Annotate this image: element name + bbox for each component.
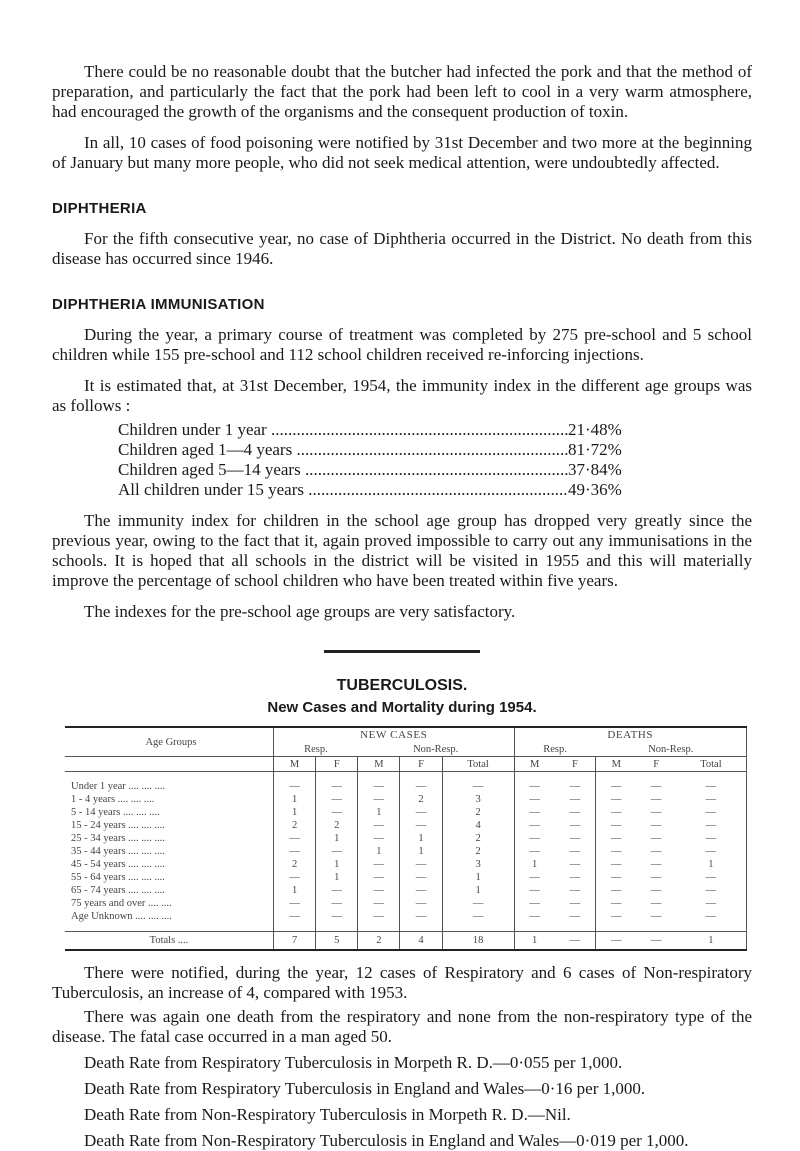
table-cell: — bbox=[358, 897, 400, 910]
table-cell: — bbox=[529, 898, 540, 909]
immunisation-paragraph-1: During the year, a primary course of treatment was completed by 275 pre-school and 5 school children while 155 pre-school and 112 school children received re-inforcing injections. bbox=[52, 325, 752, 364]
table-row bbox=[65, 780, 747, 793]
table-cell: — bbox=[316, 793, 358, 806]
col-header: M bbox=[358, 757, 400, 772]
table-cell: — bbox=[596, 871, 637, 884]
totals-cell: 1 bbox=[514, 932, 555, 951]
immunisation-paragraph-4: The indexes for the pre-school age groups are very satisfactory. bbox=[84, 602, 516, 621]
col-header: F bbox=[316, 757, 358, 772]
age-group-cell: 65 - 74 years .... .... .... bbox=[65, 884, 274, 897]
table-cell: — bbox=[358, 858, 400, 871]
age-group-cell: 45 - 54 years .... .... .... bbox=[65, 858, 274, 871]
immunity-index-label: Children aged 5—14 years ..... bbox=[118, 460, 568, 480]
table-cell: 2 bbox=[316, 819, 358, 832]
table-cell: — bbox=[569, 833, 581, 844]
table-cell: — bbox=[442, 780, 514, 793]
col-header: M bbox=[596, 757, 637, 772]
table-cell: 3 bbox=[442, 793, 514, 806]
immunity-index-value: 37·84% bbox=[568, 460, 622, 479]
table-cell: — bbox=[274, 897, 316, 910]
death-rate-line: Death Rate from Respiratory Tuberculosis in England and Wales—0·16 per 1,000. bbox=[84, 1079, 646, 1098]
table-cell: 1 bbox=[316, 858, 358, 871]
table-row bbox=[65, 806, 747, 819]
table-row bbox=[65, 793, 747, 806]
immunity-index-value: 81·72% bbox=[568, 440, 622, 459]
age-group-cell: 25 - 34 years .... .... .... bbox=[65, 832, 274, 845]
table-cell: 4 bbox=[442, 819, 514, 832]
totals-cell: — bbox=[596, 932, 637, 951]
table-cell: — bbox=[596, 806, 637, 819]
immunity-index-row bbox=[52, 460, 752, 480]
table-row bbox=[65, 897, 747, 910]
age-group-cell: 1 - 4 years .... .... .... bbox=[65, 793, 274, 806]
age-group-cell: 55 - 64 years .... .... .... bbox=[65, 871, 274, 884]
table-cell: — bbox=[676, 897, 747, 910]
intro-paragraph-2: In all, 10 cases of food poisoning were notified by 31st December and two more at the beginning of January but many more people, who did not seek medical attention, were undoubtedly affected. bbox=[52, 133, 752, 172]
table-cell: — bbox=[676, 793, 747, 806]
totals-cell: 1 bbox=[676, 932, 747, 951]
tuberculosis-paragraph-1: There were notified, during the year, 12 cases of Respiratory and 6 cases of Non-respiratory Tuberculosis, an increase of 4, compared with 1953. bbox=[52, 963, 752, 1002]
totals-cell: 2 bbox=[358, 932, 400, 951]
table-cell: — bbox=[358, 819, 400, 832]
table-row bbox=[65, 884, 747, 897]
table-cell: — bbox=[596, 897, 637, 910]
table-row bbox=[65, 871, 747, 884]
immunity-index-value: 49·36% bbox=[568, 480, 622, 499]
table-cell: 1 bbox=[274, 793, 316, 806]
table-cell: — bbox=[358, 832, 400, 845]
table-cell: — bbox=[529, 820, 540, 831]
death-resp-header: Resp. bbox=[543, 743, 567, 755]
table-cell: — bbox=[529, 781, 540, 792]
col-header: F bbox=[400, 757, 442, 772]
table-cell: 3 bbox=[442, 858, 514, 871]
table-cell: — bbox=[274, 780, 316, 793]
table-cell: 1 bbox=[442, 884, 514, 897]
table-cell: — bbox=[596, 845, 637, 858]
table-cell: — bbox=[569, 859, 581, 870]
document-page bbox=[52, 62, 752, 1151]
table-cell: — bbox=[529, 833, 540, 844]
table-cell: 1 bbox=[400, 832, 442, 845]
table-cell: — bbox=[650, 846, 662, 857]
table-cell: — bbox=[358, 884, 400, 897]
col-header: F bbox=[636, 757, 675, 772]
table-cell: — bbox=[316, 780, 358, 793]
table-cell: — bbox=[569, 872, 581, 883]
immunity-index-label: All children under 15 years ..... bbox=[118, 480, 568, 500]
table-cell: — bbox=[676, 780, 747, 793]
table-cell: — bbox=[316, 897, 358, 910]
table-cell: — bbox=[529, 794, 540, 805]
intro-paragraph-1: There could be no reasonable doubt that the butcher had infected the pork and that the method of preparation, and particularly the fact that the pork had been left to cool in a very warm atmosphere, had encouraged the growth of the organisms and the consequent production of toxin. bbox=[52, 62, 752, 121]
totals-cell: 4 bbox=[400, 932, 442, 951]
table-cell: — bbox=[596, 819, 637, 832]
table-cell: — bbox=[442, 897, 514, 910]
immunity-index-row bbox=[52, 480, 752, 500]
table-cell: — bbox=[400, 780, 442, 793]
totals-cell: 18 bbox=[442, 932, 514, 951]
tuberculosis-heading: TUBERCULOSIS. bbox=[336, 677, 468, 694]
table-cell: — bbox=[596, 780, 637, 793]
age-group-cell: 35 - 44 years .... .... .... bbox=[65, 845, 274, 858]
table-cell: — bbox=[442, 910, 514, 923]
table-cell: — bbox=[316, 910, 358, 923]
totals-cell: 5 bbox=[316, 932, 358, 951]
table-title: New Cases and Mortality during 1954. bbox=[267, 699, 537, 716]
immunity-index-value: 21·48% bbox=[568, 420, 622, 439]
totals-row bbox=[65, 932, 747, 951]
table-cell: — bbox=[596, 910, 637, 923]
age-group-cell: Age Unknown .... .... .... bbox=[65, 910, 274, 923]
table-cell: — bbox=[569, 911, 581, 922]
death-rate-line: Death Rate from Respiratory Tuberculosis in Morpeth R. D.—0·055 per 1,000. bbox=[84, 1053, 623, 1072]
immunity-index-list bbox=[52, 420, 752, 500]
table-cell: — bbox=[400, 806, 442, 819]
table-cell: — bbox=[569, 794, 581, 805]
table-cell: — bbox=[596, 884, 637, 897]
table-cell: — bbox=[400, 897, 442, 910]
table-cell: — bbox=[650, 807, 662, 818]
death-rate-line: Death Rate from Non-Respiratory Tuberculosis in Morpeth R. D.—Nil. bbox=[84, 1105, 571, 1124]
table-cell: — bbox=[650, 885, 662, 896]
table-cell: — bbox=[400, 910, 442, 923]
immunisation-heading: DIPHTHERIA IMMUNISATION bbox=[52, 296, 265, 313]
table-cell: 1 bbox=[442, 871, 514, 884]
table-cell: 2 bbox=[442, 845, 514, 858]
table-cell: — bbox=[676, 910, 747, 923]
table-cell: — bbox=[596, 793, 637, 806]
table-cell: 1 bbox=[676, 858, 747, 871]
age-group-cell: 5 - 14 years .... .... .... bbox=[65, 806, 274, 819]
table-cell: — bbox=[676, 871, 747, 884]
table-cell: 2 bbox=[442, 806, 514, 819]
table-row bbox=[65, 858, 747, 871]
table-cell: 2 bbox=[274, 858, 316, 871]
immunity-index-row bbox=[52, 420, 752, 440]
diphtheria-heading: DIPHTHERIA bbox=[52, 200, 147, 217]
table-cell: — bbox=[529, 872, 540, 883]
col-header: Total bbox=[676, 757, 747, 772]
table-cell: — bbox=[569, 885, 581, 896]
table-cell: — bbox=[676, 845, 747, 858]
table-cell: — bbox=[569, 781, 581, 792]
table-row bbox=[65, 819, 747, 832]
immunity-index-label: Children under 1 year ..... bbox=[118, 420, 568, 440]
death-non-resp-header: Non-Resp. bbox=[596, 742, 747, 757]
table-cell: — bbox=[358, 871, 400, 884]
table-cell: — bbox=[316, 884, 358, 897]
age-group-cell: 75 years and over .... .... bbox=[65, 897, 274, 910]
totals-cell: 7 bbox=[274, 932, 316, 951]
table-cell: — bbox=[650, 833, 662, 844]
table-cell: — bbox=[316, 806, 358, 819]
col-header: M bbox=[514, 757, 555, 772]
table-cell: — bbox=[274, 871, 316, 884]
table-cell: — bbox=[400, 871, 442, 884]
age-groups-header: Age Groups bbox=[65, 727, 274, 757]
table-cell: — bbox=[650, 820, 662, 831]
new-cases-header: NEW CASES bbox=[274, 727, 515, 742]
new-resp-header: Resp. bbox=[304, 743, 328, 755]
table-cell: 1 bbox=[274, 806, 316, 819]
table-cell: — bbox=[529, 885, 540, 896]
table-cell: — bbox=[529, 911, 540, 922]
table-cell: — bbox=[529, 807, 540, 818]
diphtheria-text: For the fifth consecutive year, no case of Diphtheria occurred in the District. No death from this disease has occurred since 1946. bbox=[52, 229, 752, 268]
table-cell: — bbox=[650, 872, 662, 883]
table-cell: 1 bbox=[532, 859, 538, 870]
table-row bbox=[65, 910, 747, 923]
table-cell: — bbox=[676, 819, 747, 832]
death-rate-line: Death Rate from Non-Respiratory Tuberculosis in England and Wales—0·019 per 1,000. bbox=[84, 1131, 689, 1150]
table-cell: 1 bbox=[316, 871, 358, 884]
age-column-blank bbox=[65, 757, 274, 772]
table-cell: — bbox=[400, 858, 442, 871]
table-cell: — bbox=[650, 859, 662, 870]
col-header: F bbox=[555, 757, 596, 772]
table-cell: 2 bbox=[274, 819, 316, 832]
table-cell: 1 bbox=[400, 845, 442, 858]
table-body bbox=[65, 780, 747, 923]
table-cell: — bbox=[569, 898, 581, 909]
table-cell: — bbox=[358, 780, 400, 793]
table-cell: — bbox=[358, 910, 400, 923]
immunity-index-row bbox=[52, 440, 752, 460]
table-cell: — bbox=[529, 846, 540, 857]
table-cell: — bbox=[650, 794, 662, 805]
table-cell: — bbox=[569, 846, 581, 857]
totals-cell: — bbox=[555, 932, 596, 951]
totals-label: Totals .... bbox=[65, 932, 274, 951]
immunisation-paragraph-2: It is estimated that, at 31st December, 1954, the immunity index in the different age groups was as follows : bbox=[52, 376, 752, 415]
table-cell: — bbox=[274, 910, 316, 923]
table-cell: — bbox=[358, 793, 400, 806]
table-cell: — bbox=[676, 806, 747, 819]
table-cell: — bbox=[569, 820, 581, 831]
age-group-cell: 15 - 24 years .... .... .... bbox=[65, 819, 274, 832]
table-row bbox=[65, 832, 747, 845]
table-cell: — bbox=[676, 832, 747, 845]
section-divider bbox=[324, 650, 480, 653]
table-cell: — bbox=[650, 911, 662, 922]
table-cell: 1 bbox=[316, 832, 358, 845]
totals-cell: — bbox=[636, 932, 675, 951]
immunity-index-label: Children aged 1—4 years ..... bbox=[118, 440, 568, 460]
table-cell: — bbox=[274, 832, 316, 845]
table-cell: — bbox=[274, 845, 316, 858]
deaths-header: DEATHS bbox=[514, 727, 746, 742]
table-cell: — bbox=[596, 858, 637, 871]
table-cell: — bbox=[676, 884, 747, 897]
table-cell: 1 bbox=[274, 884, 316, 897]
immunisation-paragraph-3: The immunity index for children in the school age group has dropped very greatly since the previous year, owing to the fact that it, again proved impossible to carry out any immunisations in the schools. It is hoped that all schools in the district will be visited in 1955 and this will materially improve the percentage of school children who have been treated within five years. bbox=[52, 511, 752, 590]
tuberculosis-paragraph-2: There was again one death from the respiratory and none from the non-respiratory type of the disease. The fatal case occurred in a man aged 50. bbox=[52, 1007, 752, 1046]
table-cell: — bbox=[316, 845, 358, 858]
age-group-cell: Under 1 year .... .... .... bbox=[65, 780, 274, 793]
table-cell: — bbox=[569, 807, 581, 818]
col-header: M bbox=[274, 757, 316, 772]
table-cell: — bbox=[650, 898, 662, 909]
table-row bbox=[65, 845, 747, 858]
tuberculosis-table bbox=[65, 726, 747, 951]
table-cell: 1 bbox=[358, 845, 400, 858]
new-non-resp-header: Non-Resp. bbox=[358, 742, 514, 757]
col-header: Total bbox=[442, 757, 514, 772]
table-cell: 2 bbox=[442, 832, 514, 845]
table-cell: — bbox=[650, 781, 662, 792]
table-cell: — bbox=[400, 819, 442, 832]
table-cell: — bbox=[596, 832, 637, 845]
table-cell: 1 bbox=[358, 806, 400, 819]
table-cell: 2 bbox=[400, 793, 442, 806]
table-cell: — bbox=[400, 884, 442, 897]
